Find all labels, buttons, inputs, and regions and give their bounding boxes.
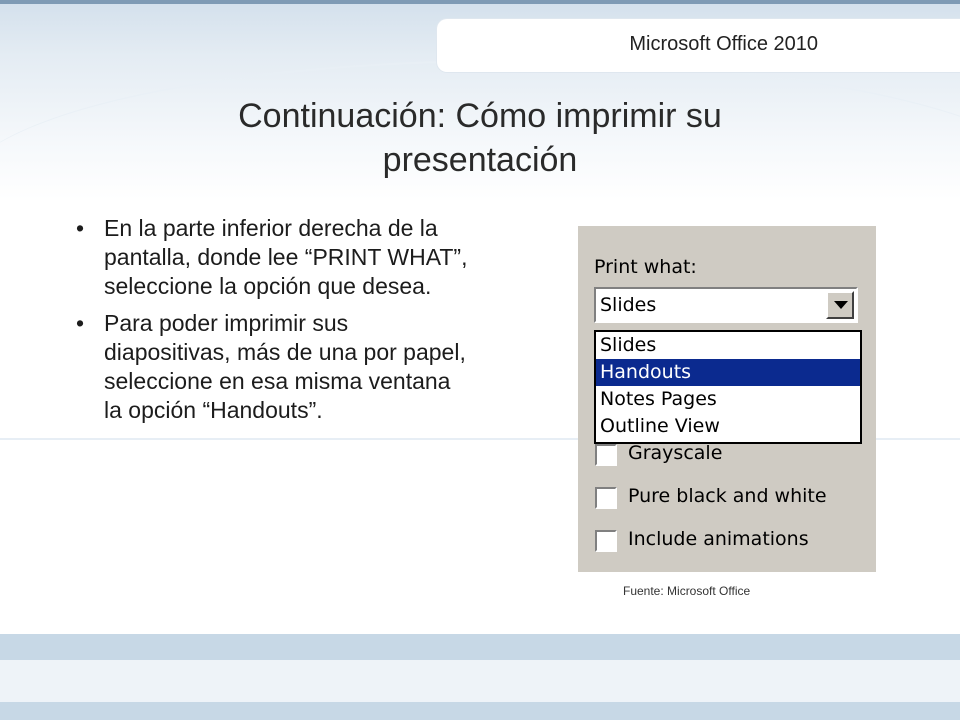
- footer-band-bottom: [0, 702, 960, 720]
- footer-band-light: [0, 660, 960, 702]
- print-what-dropdown[interactable]: [594, 287, 858, 323]
- option-notes-pages[interactable]: Notes Pages: [600, 388, 717, 410]
- option-outline-view[interactable]: Outline View: [600, 415, 720, 437]
- include-animations-label: Include animations: [628, 528, 809, 550]
- dropdown-arrow-button[interactable]: [826, 291, 854, 319]
- chevron-down-icon: [834, 301, 848, 309]
- slide-title: Continuación: Cómo imprimir su presentación: [238, 97, 722, 179]
- top-border-line: [0, 0, 960, 4]
- pure-black-white-label: Pure black and white: [628, 485, 827, 507]
- print-dialog-screenshot: [578, 224, 876, 572]
- bullet-marker: •: [76, 215, 85, 241]
- bullet-item: [72, 214, 472, 301]
- option-slides[interactable]: Slides: [600, 334, 657, 356]
- bullet-list: [72, 214, 472, 433]
- brand-banner: [437, 19, 960, 72]
- grayscale-label: Grayscale: [628, 442, 723, 464]
- print-what-label: Print what:: [594, 256, 697, 278]
- bullet-text: En la parte inferior derecha de la pantalla, donde lee “PRINT WHAT”, seleccione la opción que desea.: [104, 215, 468, 299]
- print-what-value: Slides: [600, 294, 657, 316]
- pure-black-white-checkbox[interactable]: [595, 487, 617, 509]
- grayscale-checkbox[interactable]: [595, 444, 617, 466]
- include-animations-checkbox[interactable]: [595, 530, 617, 552]
- option-handouts[interactable]: Handouts: [596, 359, 860, 386]
- bullet-item: [72, 309, 472, 425]
- bullet-text: Para poder imprimir sus diapositivas, más de una por papel, seleccione en esa misma ventana la opción “Handouts”.: [104, 310, 466, 423]
- print-what-options-list[interactable]: [594, 330, 862, 444]
- footer-band: [0, 634, 960, 660]
- brand-label: Microsoft Office 2010: [629, 33, 818, 55]
- bullet-marker: •: [76, 310, 85, 336]
- source-caption: Fuente: Microsoft Office: [623, 584, 751, 598]
